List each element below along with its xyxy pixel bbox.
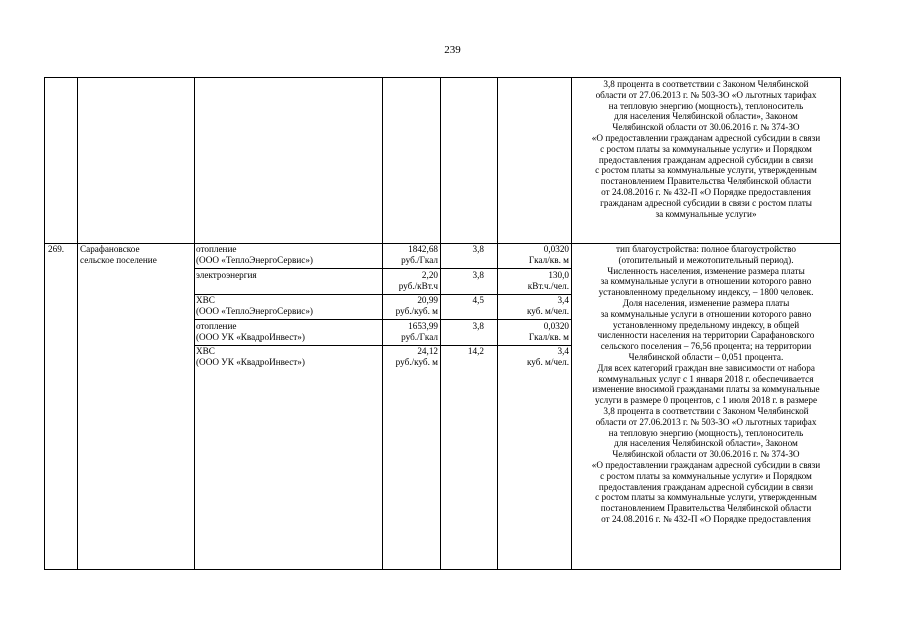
service-growth: 4,5 <box>472 295 484 305</box>
col-border <box>440 78 441 569</box>
service-norm: 0,0320 Гкал/кв. м <box>528 321 569 342</box>
service-tariff: 1842,68 руб./Гкал <box>401 244 438 265</box>
service-growth: 3,8 <box>472 244 484 254</box>
col-border <box>497 78 498 569</box>
service-norm: 3,4 куб. м/чел. <box>526 295 569 316</box>
service-tariff: 1653,99 руб./Гкал <box>401 321 438 342</box>
service-name: отопление (ООО «ТеплоЭнергоСервис») <box>196 244 313 265</box>
tariff-table <box>44 77 841 570</box>
service-tariff: 24,12 руб./куб. м <box>395 346 438 367</box>
service-name: ХВС (ООО «ТеплоЭнергоСервис») <box>196 295 313 316</box>
service-norm: 3,4 куб. м/чел. <box>526 346 569 367</box>
col-border <box>571 78 572 569</box>
prev-row-note: 3,8 процента в соответствии с Законом Челябинской области от 27.06.2013 г. № 503-ЗО «О льготных тарифах на тепловую энергию (мощность), теплоноситель для населения Челябинской области», Законом Челябинской области от 30.06.2016 г. № 374-ЗО «О предоставлении гражданам адресной субсидии в связи с ростом платы за коммунальные услуги» и Порядком предоставления гражданам адресной субсидии в связи с ростом платы за коммунальные услуги, утвержденным постановлением Правительства Челябинской области от 24.08.2016 г. № 432-П «О Порядке предоставления гражданам адресной субсидии в связи с ростом платы за коммунальные услуги» <box>591 79 821 219</box>
col-border <box>194 78 195 569</box>
service-growth: 3,8 <box>472 321 484 331</box>
col-border <box>382 78 383 569</box>
service-growth: 3,8 <box>472 270 484 280</box>
service-name: ХВС (ООО УК «КвадроИнвест») <box>196 346 305 367</box>
subrow-border <box>194 268 571 269</box>
municipality-name: Сарафановское сельское поселение <box>80 244 157 265</box>
row-number: 269. <box>48 244 65 254</box>
service-growth: 14,2 <box>467 346 484 356</box>
service-norm: 130,0 кВт.ч./чел. <box>527 270 569 291</box>
service-name: отопление (ООО УК «КвадроИнвест») <box>196 321 305 342</box>
service-tariff: 2,20 руб./кВт.ч <box>398 270 438 291</box>
row-note: тип благоустройства: полное благоустройство (отопительный и межотопительный период). Численность населения, изменение размера платы за коммунальные услуги в отношении которого равно установленному предельному индексу, – 1800 человек. Доля населения, изменение размера платы за коммунальные услуги в отношении которого равно установленному предельному индексу, в общей численности населения на территории Сарафановского сельского поселения – 76,56 процента; на территории Челябинской области – 0,051 процента. Для всех категорий граждан вне зависимости от набора коммунальных услуг с 1 января 2018 г. обеспечивается изменение вносимой гражданами платы за коммунальные услуги в размере 0 процентов, с 1 июля 2018 г. в размере 3,8 процента в соответствии с Законом Челябинской области от 27.06.2013 г. № 503-ЗО «О льготных тарифах на тепловую энергию (мощность), теплоноситель для населения Челябинской области», Законом Челябинской области от 30.06.2016 г. № 374-ЗО «О предоставлении гражданам адресной субсидии в связи с ростом платы за коммунальные услуги» и Порядком предоставления гражданам адресной субсидии в связи с ростом платы за коммунальные услуги, утвержденным постановлением Правительства Челябинской области от 24.08.2016 г. № 432-П «О Порядке предоставления <box>591 244 821 524</box>
service-tariff: 20,99 руб./куб. м <box>395 295 438 316</box>
service-name: электроэнергия <box>196 270 257 280</box>
col-border <box>77 78 78 569</box>
service-norm: 0,0320 Гкал/кв. м <box>528 244 569 265</box>
subrow-border <box>194 319 571 320</box>
page-number: 239 <box>444 44 461 56</box>
